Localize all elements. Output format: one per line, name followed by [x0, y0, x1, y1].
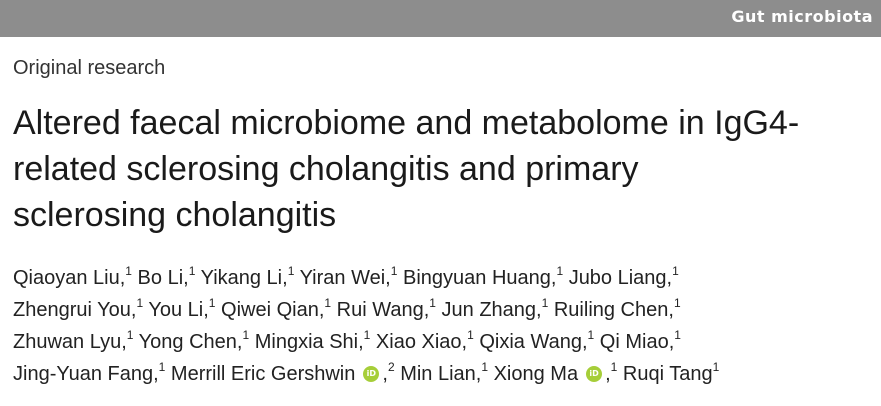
affiliation-sup: 1 — [242, 328, 250, 342]
affiliation-sup: 1 — [541, 296, 549, 310]
author-name[interactable]: Bingyuan Huang,$^1$ — [402, 264, 564, 289]
affiliation-sup: 1 — [556, 264, 564, 278]
affiliation-sup: 1 — [587, 328, 595, 342]
affiliation-sup: 1 — [324, 296, 332, 310]
title-line: sclerosing cholangitis — [13, 196, 337, 234]
author-name[interactable]: Ruqi Tang$^1$ — [622, 360, 720, 385]
affiliation-sup: 1 — [429, 296, 436, 310]
author-line — [13, 326, 879, 358]
author-name[interactable]: Qiaoyan Liu,$^1$ — [13, 264, 132, 289]
affiliation-sup: 1 — [390, 264, 398, 278]
section-banner — [0, 0, 881, 37]
affiliation-sup: 1 — [188, 264, 196, 278]
affiliation-sup: 1 — [481, 360, 489, 374]
affiliation-sup: 1 — [126, 328, 134, 342]
affiliation-sup: 1 — [287, 264, 295, 278]
author-name[interactable]: You Li,$^1$ — [148, 296, 216, 321]
author-name[interactable]: Jing-Yuan Fang,$^1$ — [13, 360, 166, 385]
author-name[interactable]: Zhengrui You,$^1$ — [13, 296, 144, 321]
author-line — [13, 358, 879, 390]
author-name[interactable]: Min Lian,$^1$ — [400, 360, 489, 385]
title-line: related sclerosing cholangitis and primary — [13, 150, 639, 188]
affiliation-sup: 1 — [674, 328, 681, 342]
author-name[interactable]: Rui Wang,$^1$ — [336, 296, 436, 321]
author-list — [13, 262, 879, 390]
affiliation-sup: 1 — [712, 360, 720, 374]
author-name[interactable]: Jun Zhang,$^1$ — [441, 296, 549, 321]
affiliation-sup: 1 — [208, 296, 216, 310]
author-name[interactable]: Zhuwan Lyu,$^1$ — [13, 328, 134, 353]
affiliation-sup: 1 — [467, 328, 474, 342]
affiliation-sup: 1 — [673, 296, 681, 310]
author-name[interactable]: Qixia Wang,$^1$ — [479, 328, 595, 353]
affiliation-sup: 1 — [363, 328, 371, 342]
affiliation-sup: 1 — [158, 360, 166, 374]
author-line — [13, 262, 879, 294]
author-name[interactable]: Qi Miao,$^1$ — [599, 328, 681, 353]
author-name[interactable]: Jubo Liang,$^1$ — [568, 264, 679, 289]
article-type: Original research — [13, 57, 166, 79]
section-label: Gut microbiota — [731, 7, 873, 26]
affiliation-sup: 2 — [387, 360, 395, 374]
author-line — [13, 294, 879, 326]
author-name[interactable]: Yong Chen,$^1$ — [138, 328, 250, 353]
affiliation-sup: 1 — [610, 360, 618, 374]
affiliation-sup: 1 — [125, 264, 132, 278]
author-name[interactable]: Ruiling Chen,$^1$ — [553, 296, 681, 321]
orcid-icon[interactable] — [586, 366, 602, 382]
author-name[interactable]: Qiwei Qian,$^1$ — [221, 296, 332, 321]
article-title — [13, 100, 873, 238]
orcid-icon[interactable] — [363, 366, 379, 382]
author-name[interactable]: Mingxia Shi,$^1$ — [254, 328, 371, 353]
author-name[interactable]: Yikang Li,$^1$ — [200, 264, 295, 289]
author-name[interactable]: Merrill Eric GershwiniD ,$^2$ — [171, 363, 395, 385]
affiliation-sup: 1 — [672, 264, 679, 278]
author-name[interactable]: Bo Li,$^1$ — [137, 264, 196, 289]
author-name[interactable]: Xiao Xiao,$^1$ — [375, 328, 474, 353]
author-name[interactable]: Xiong MaiD ,$^1$ — [494, 363, 618, 385]
affiliation-sup: 1 — [136, 296, 144, 310]
title-line: Altered faecal microbiome and metabolome in IgG4- — [13, 104, 800, 142]
author-name[interactable]: Yiran Wei,$^1$ — [299, 264, 398, 289]
